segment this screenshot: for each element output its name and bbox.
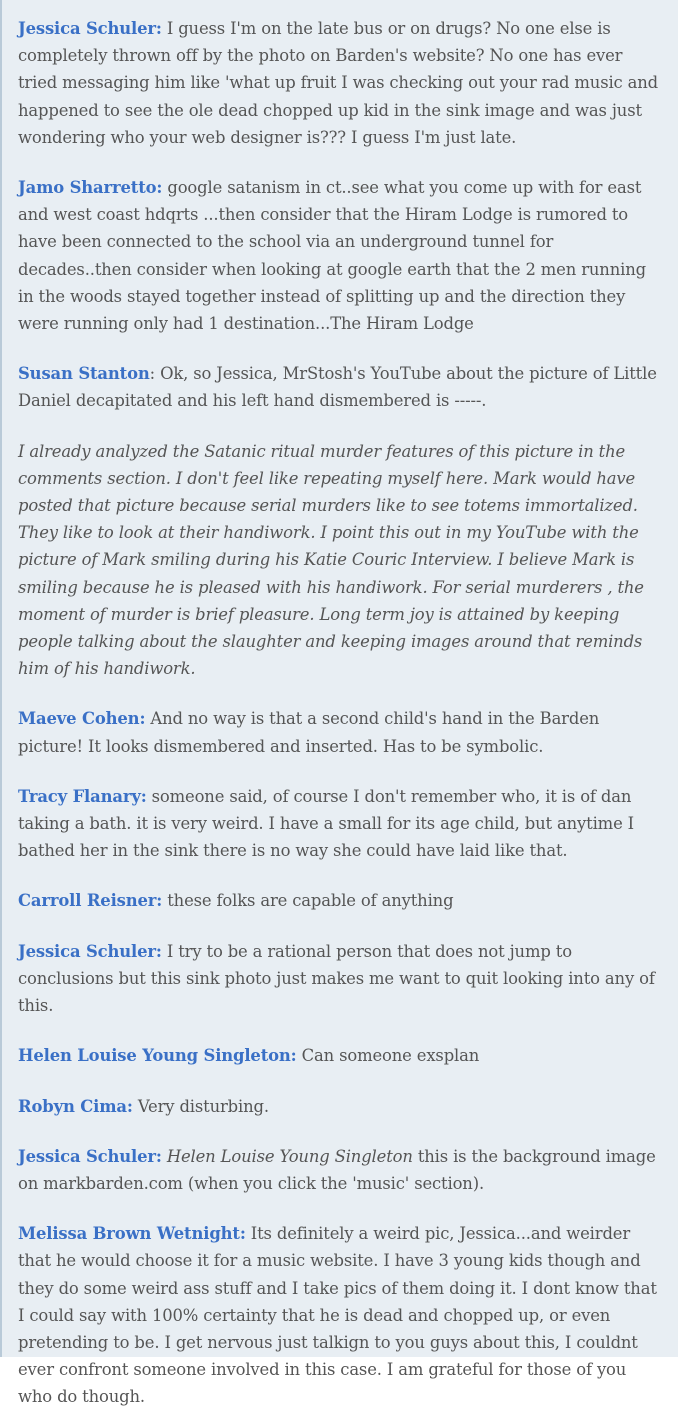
comment-text: Its definitely a weird pic, Jessica...and weirder that he would choose it for a music website. I have 3 young kids though and they do some weird ass stuff and I take pics of them doing it. I dont know that I could say with 100% certainty that he is dead and chopped up, or even pretending to be. I get nervous just talkign to you guys about this, I couldnt ever confront someone involved in this case. I am grateful for those of you who do though. bbox=[18, 1224, 657, 1407]
comment bbox=[18, 1093, 664, 1120]
mentioned-name: Helen Louise Young Singleton bbox=[161, 1146, 413, 1166]
comment-text: I already analyzed the Satanic ritual murder features of this picture in the comments section. I don't feel like repeating myself here. Mark would have posted that picture because serial murders like to see totems immortalized. They like to look at their handiwork. I point this out in my YouTube with the picture of Mark smiling during his Katie Couric Interview. I believe Mark is smiling because he is pleased with his handiwork. For serial murderers , the moment of murder is brief pleasure. Long term joy is attained by keeping people talking about the slaughter and keeping images around that reminds him of his handiwork. bbox=[18, 441, 644, 679]
comment bbox=[18, 15, 664, 151]
comment-author[interactable]: Maeve Cohen: bbox=[18, 709, 146, 729]
comment-author[interactable]: Tracy Flanary: bbox=[18, 786, 147, 806]
comment bbox=[18, 1220, 664, 1410]
comment-text: someone said, of course I don't remember who, it is of dan taking a bath. it is very weird. I have a small for its age child, but anytime I bathed her in the sink there is no way she could have laid like that. bbox=[18, 786, 634, 861]
comment bbox=[18, 1042, 664, 1069]
comment bbox=[18, 705, 664, 759]
comment-text: Very disturbing. bbox=[132, 1096, 269, 1116]
comment-text: I guess I'm on the late bus or on drugs? No one else is completely thrown off by the photo on Barden's website? No one has ever tried messaging him like 'what up fruit I was checking out your rad music and happened to see the ole dead chopped up kid in the sink image and was just wondering who your web designer is??? I guess I'm just late. bbox=[18, 19, 659, 147]
comment-author[interactable]: Helen Louise Young Singleton: bbox=[18, 1046, 297, 1066]
comment-author[interactable]: Jessica Schuler: bbox=[18, 941, 162, 961]
comment-author[interactable]: Robyn Cima: bbox=[18, 1096, 133, 1116]
comment-text: Can someone exsplan bbox=[296, 1046, 480, 1066]
comment bbox=[18, 938, 664, 1020]
comment-text: I try to be a rational person that does not jump to conclusions but this sink photo just makes me want to quit looking into any of this. bbox=[18, 941, 655, 1016]
comment-text: And no way is that a second child's hand in the Barden picture! It looks dismembered and inserted. Has to be symbolic. bbox=[18, 709, 600, 756]
comment bbox=[18, 887, 664, 914]
comment bbox=[18, 1143, 664, 1197]
comment-author[interactable]: Melissa Brown Wetnight: bbox=[18, 1224, 246, 1244]
comment-author[interactable]: Jessica Schuler: bbox=[18, 19, 162, 38]
comment bbox=[18, 174, 664, 337]
comment-text: : Ok, so Jessica, MrStosh's YouTube about the picture of Little Daniel decapitated and his left hand dismembered is -----. bbox=[18, 364, 657, 411]
comment-author[interactable]: Carroll Reisner: bbox=[18, 891, 163, 911]
comment bbox=[18, 783, 664, 865]
comment-author[interactable]: Jamo Sharretto: bbox=[18, 178, 163, 198]
quoted-paragraph bbox=[18, 438, 664, 683]
comment-author[interactable]: Jessica Schuler: bbox=[18, 1146, 162, 1166]
comment-text: these folks are capable of anything bbox=[162, 891, 454, 911]
comment-author[interactable]: Susan Stanton bbox=[18, 364, 150, 384]
comment bbox=[18, 360, 664, 414]
comment-text: this is the background image on markbarden.com (when you click the 'music' section). bbox=[18, 1146, 656, 1193]
comment-text: google satanism in ct..see what you come up with for east and west coast hdqrts ...then consider that the Hiram Lodge is rumored to have been connected to the school via an underground tunnel for decades..then consider when looking at google earth that the 2 men running in the woods stayed together instead of splitting up and the direction they were running only had 1 destination...The Hiram Lodge bbox=[18, 178, 646, 334]
